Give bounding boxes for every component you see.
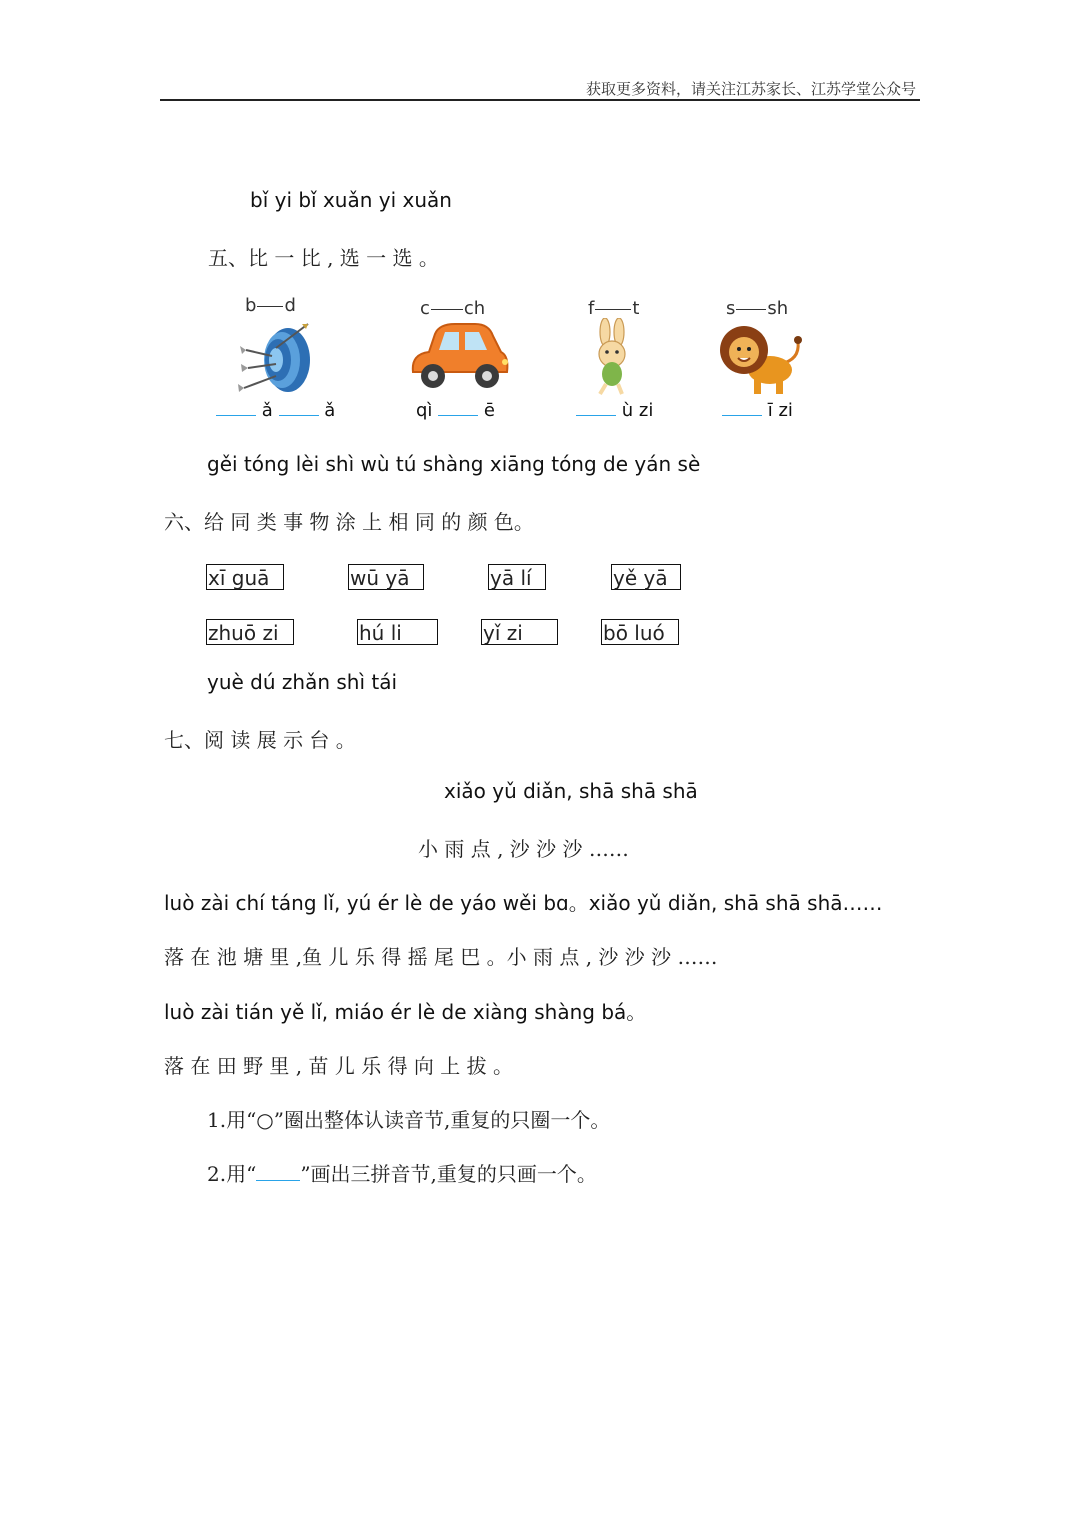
poem-line1-pinyin: luò zài chí táng lǐ, yú ér lè de yáo wěi bɑ。xiǎo yǔ diǎn, shā shā shā…… [164, 891, 883, 915]
question-2: 2.用“ ”画出三拼音节,重复的只画一个。 [207, 1162, 597, 1186]
rabbit-picture [588, 318, 638, 398]
poem-title: 小 雨 点 , 沙 沙 沙 …… [418, 837, 629, 861]
word-box-yeya[interactable]: yě yā [611, 564, 681, 590]
answer-blank[interactable] [576, 415, 616, 416]
poem-line1: 落 在 池 塘 里 ,鱼 儿 乐 得 摇 尾 巴 。小 雨 点 , 沙 沙 沙 …… [164, 945, 718, 969]
poem-line2-pinyin: luò zài tián yě lǐ, miáo ér lè de xiàng shàng bá。 [164, 1000, 647, 1024]
item4-answer: ī zi [722, 400, 793, 421]
target-picture [236, 318, 322, 396]
section7-pinyin: yuè dú zhǎn shì tái [207, 670, 398, 694]
pair-c-ch: c ch [420, 298, 486, 319]
word-box-xigua[interactable]: xī guā [206, 564, 284, 590]
word-box-wuya[interactable]: wū yā [348, 564, 424, 590]
item1-answer: ǎ ǎ [216, 400, 335, 421]
question-1: 1.用“○”圈出整体认读音节,重复的只圈一个。 [207, 1108, 611, 1132]
pair-b-d: b d [245, 295, 296, 316]
word-box-boluo[interactable]: bō luó [601, 619, 679, 645]
section5-title: 五、比 一 比 , 选 一 选 。 [208, 246, 439, 270]
pair-f-t: f t [588, 298, 640, 319]
section6-pinyin: gěi tóng lèi shì wù tú shàng xiāng tóng de yán sè [207, 452, 701, 476]
lion-picture [718, 320, 804, 396]
header-rule [160, 99, 920, 101]
section5-pinyin: bǐ yi bǐ xuǎn yi xuǎn [250, 188, 452, 212]
answer-blank[interactable] [279, 415, 319, 416]
word-box-zhuozi[interactable]: zhuō zi [206, 619, 294, 645]
poem-title-pinyin: xiǎo yǔ diǎn, shā shā shā [444, 779, 698, 803]
poem-line2: 落 在 田 野 里 , 苗 儿 乐 得 向 上 拔 。 [164, 1054, 514, 1078]
section6-title: 六、给 同 类 事 物 涂 上 相 同 的 颜 色。 [164, 510, 534, 534]
underline-sample [256, 1180, 300, 1181]
answer-blank[interactable] [438, 415, 478, 416]
header-text: 获取更多资料，请关注江苏家长、江苏学堂公众号 [585, 80, 916, 98]
answer-blank[interactable] [216, 415, 256, 416]
car-picture [405, 320, 511, 396]
item3-answer: ù zi [576, 400, 653, 421]
word-box-yali[interactable]: yā lí [488, 564, 546, 590]
word-box-huli[interactable]: hú li [357, 619, 438, 645]
section7-title: 七、阅 读 展 示 台 。 [164, 728, 356, 752]
answer-blank[interactable] [722, 415, 762, 416]
pair-s-sh: s sh [726, 298, 789, 319]
word-box-yizi[interactable]: yǐ zi [481, 619, 558, 645]
item2-answer: qì ē [416, 400, 495, 421]
